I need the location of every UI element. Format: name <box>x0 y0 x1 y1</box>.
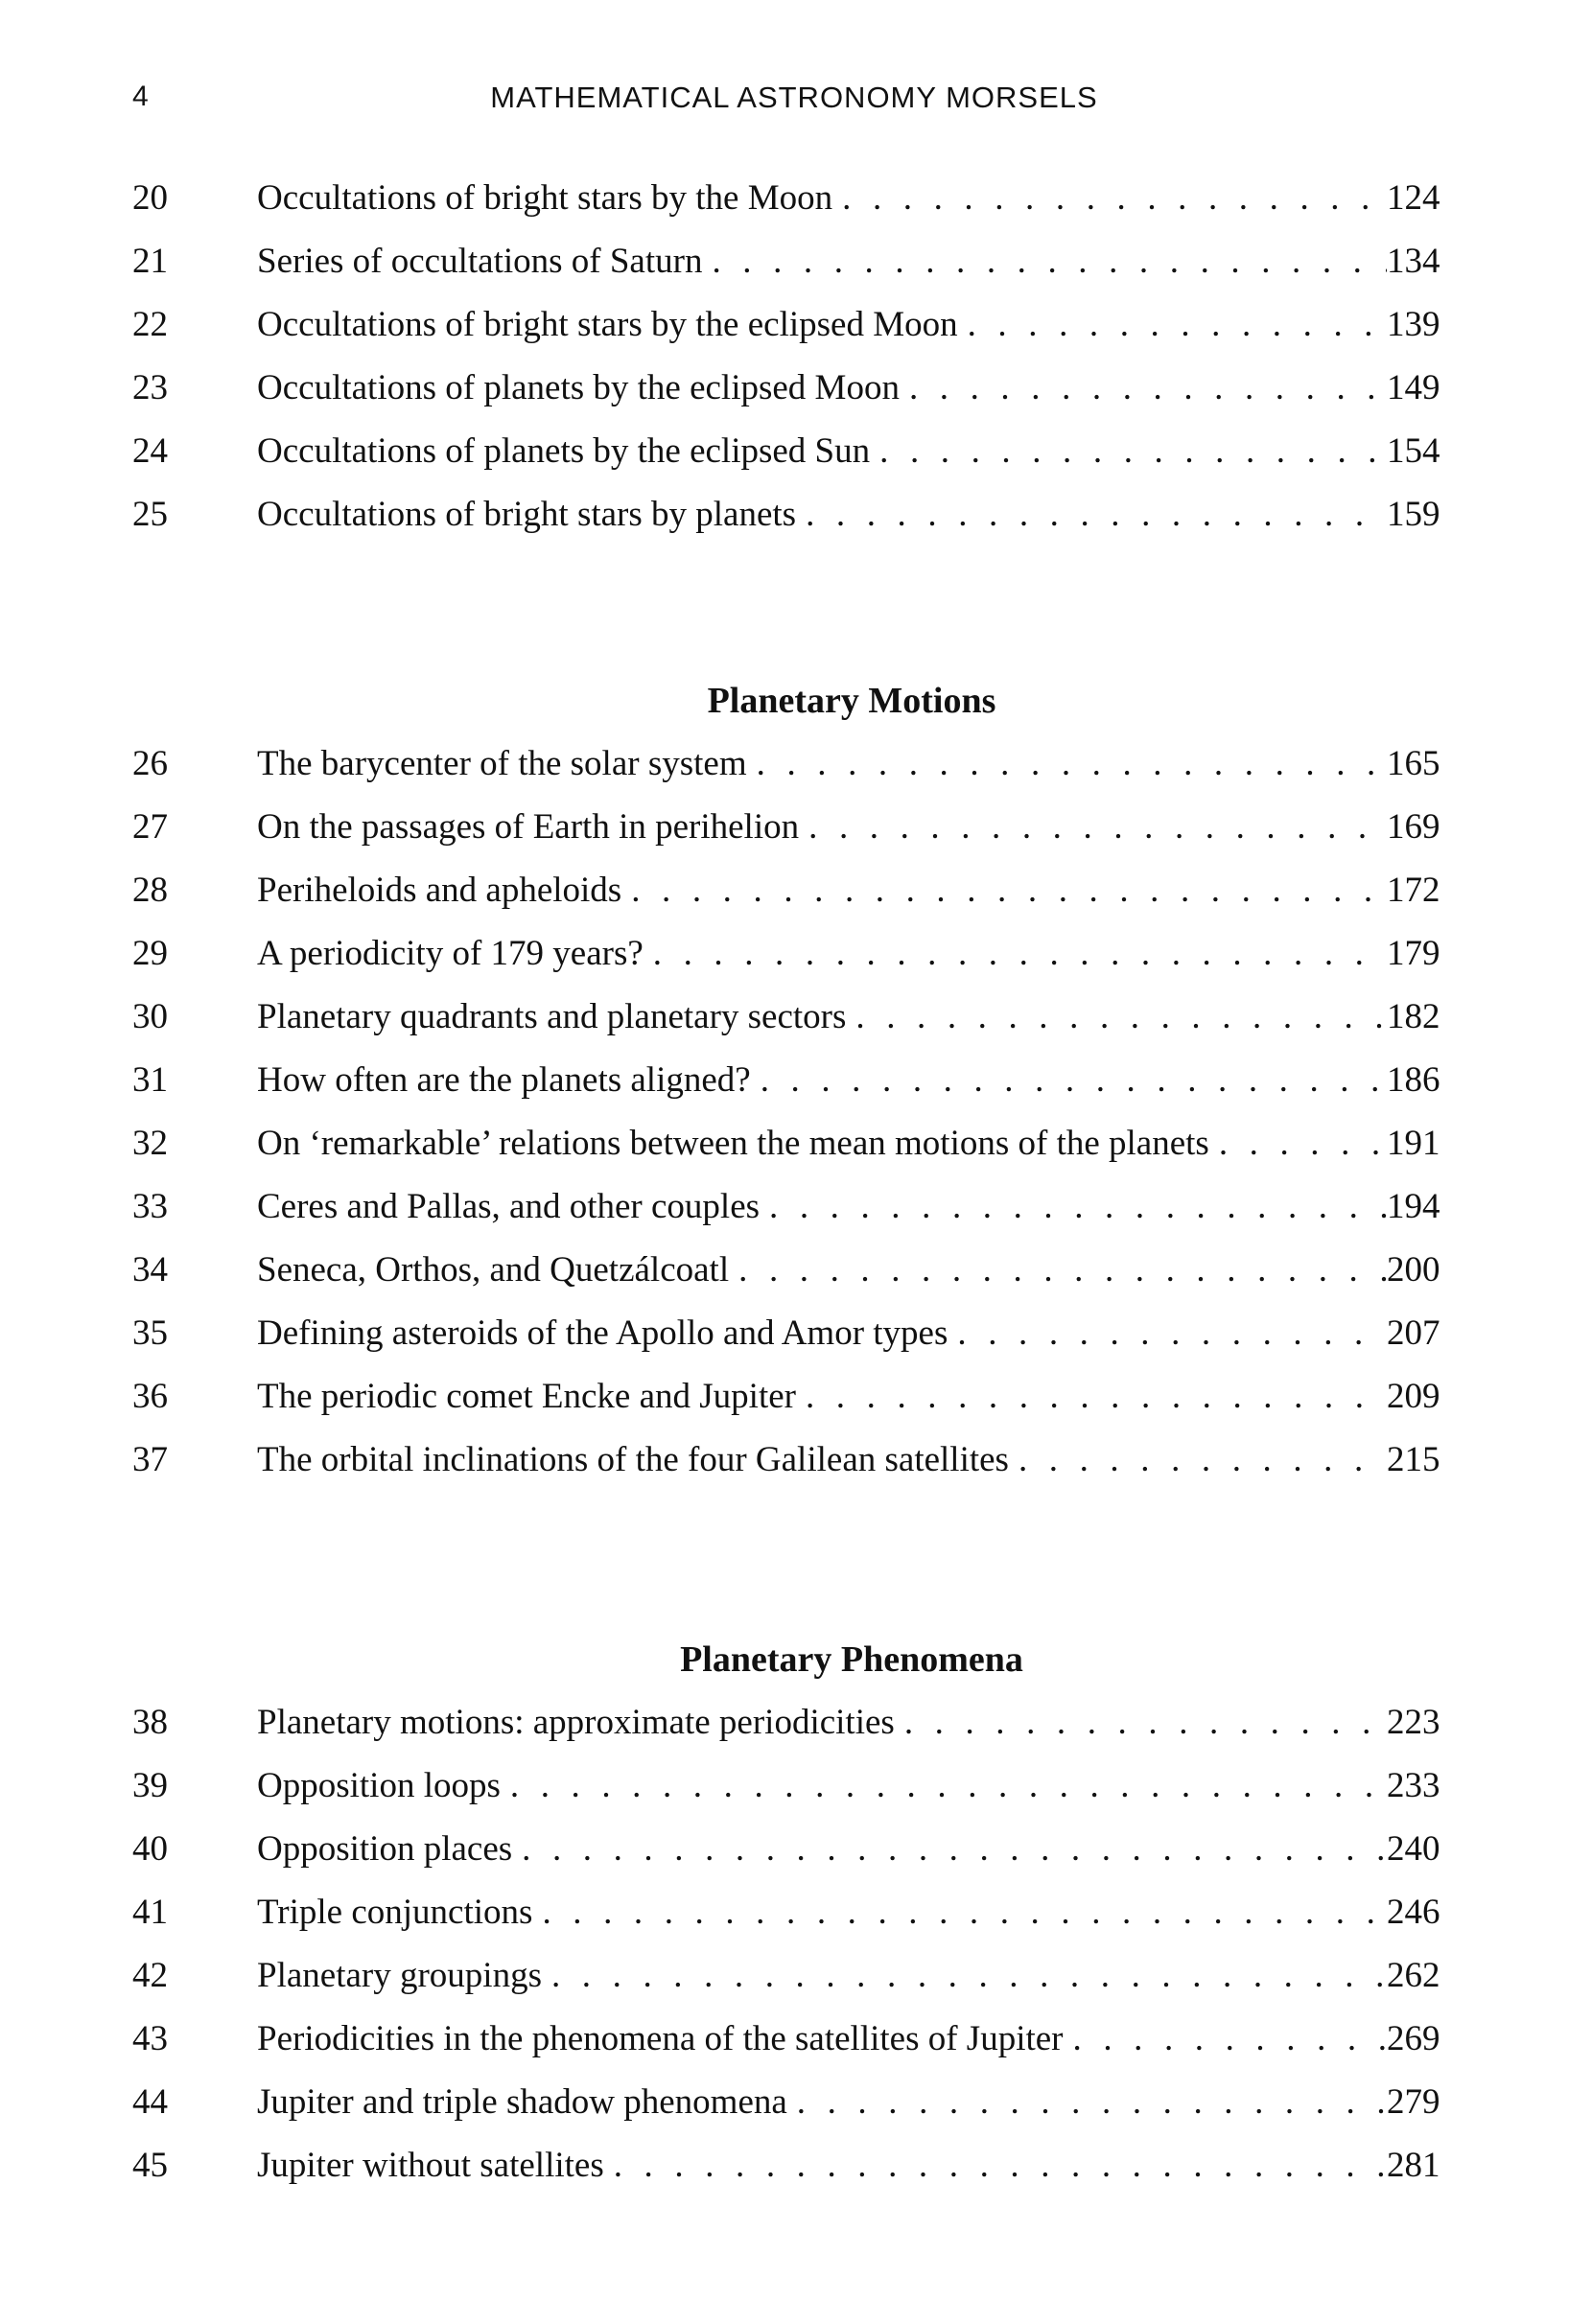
page-reference: 191 <box>1387 1124 1440 1163</box>
dot-leader <box>604 2134 1387 2197</box>
dot-leader <box>621 859 1387 922</box>
chapter-title: Periheloids and apheloids <box>257 871 622 910</box>
chapter-number: 38 <box>132 1703 168 1742</box>
chapter-title: On the passages of Earth in perihelion <box>257 807 800 847</box>
toc-entry <box>132 1112 1456 1175</box>
toc-entry <box>132 1881 1456 1944</box>
page-reference: 134 <box>1387 242 1440 281</box>
page-reference: 281 <box>1387 2146 1440 2185</box>
page-reference: 165 <box>1387 744 1440 783</box>
dot-leader <box>796 1365 1387 1429</box>
chapter-title: Planetary groupings <box>257 1956 542 1995</box>
toc-entry <box>132 230 1456 293</box>
chapter-title: The orbital inclinations of the four Galilean satellites <box>257 1440 1009 1479</box>
chapter-title: Seneca, Orthos, and Quetzálcoatl <box>257 1250 730 1290</box>
chapter-title: How often are the planets aligned? <box>257 1060 751 1100</box>
dot-leader <box>702 230 1387 293</box>
toc-entry <box>132 2008 1456 2071</box>
toc-section-planetary-motions <box>132 669 1456 1492</box>
chapter-number: 22 <box>132 305 168 344</box>
chapter-title: Occultations of bright stars by planets <box>257 495 797 534</box>
toc-entry <box>132 2071 1456 2134</box>
dot-leader <box>1009 1429 1387 1492</box>
chapter-title: Ceres and Pallas, and other couples <box>257 1187 761 1226</box>
chapter-title: Occultations of planets by the eclipsed Moon <box>257 368 900 407</box>
chapter-title: Planetary motions: approximate periodicities <box>257 1703 895 1742</box>
dot-leader <box>532 1881 1387 1944</box>
toc-entry <box>132 859 1456 922</box>
dot-leader <box>796 483 1387 546</box>
page-reference: 200 <box>1387 1250 1440 1290</box>
chapter-title: Occultations of bright stars by the Moon <box>257 178 833 218</box>
chapter-number: 30 <box>132 997 168 1036</box>
dot-leader <box>832 167 1387 230</box>
chapter-number: 23 <box>132 368 168 407</box>
chapter-title: A periodicity of 179 years? <box>257 934 644 973</box>
chapter-number: 26 <box>132 744 168 783</box>
page-reference: 139 <box>1387 305 1440 344</box>
chapter-number: 27 <box>132 807 168 847</box>
dot-leader <box>644 922 1387 986</box>
dot-leader <box>799 796 1387 859</box>
section-title: Planetary Motions <box>707 681 996 721</box>
chapter-title: On ‘remarkable’ relations between the mean motions of the planets <box>257 1124 1209 1163</box>
chapter-number: 36 <box>132 1377 168 1416</box>
toc-entry <box>132 1302 1456 1365</box>
dot-leader <box>751 1049 1387 1112</box>
toc-section-planetary-phenomena <box>132 1628 1456 2197</box>
page-number: 4 <box>132 81 149 112</box>
toc-entry <box>132 1755 1456 1818</box>
toc-entry <box>132 732 1456 796</box>
chapter-title: Opposition places <box>257 1829 513 1869</box>
chapter-number: 34 <box>132 1250 168 1290</box>
toc-entry <box>132 1239 1456 1302</box>
toc-entry <box>132 796 1456 859</box>
page-reference: 215 <box>1387 1440 1440 1479</box>
dot-leader <box>501 1755 1387 1818</box>
toc-entry <box>132 167 1456 230</box>
dot-leader <box>900 357 1387 420</box>
toc-entry <box>132 2134 1456 2197</box>
toc-entry <box>132 420 1456 483</box>
toc-entry <box>132 1365 1456 1429</box>
chapter-title: Periodicities in the phenomena of the satellites of Jupiter <box>257 2019 1064 2058</box>
dot-leader <box>1064 2008 1387 2071</box>
chapter-title: The barycenter of the solar system <box>257 744 747 783</box>
chapter-number: 45 <box>132 2146 168 2185</box>
chapter-number: 31 <box>132 1060 168 1100</box>
page-reference: 207 <box>1387 1313 1440 1353</box>
page-reference: 149 <box>1387 368 1440 407</box>
chapter-number: 40 <box>132 1829 168 1869</box>
dot-leader <box>512 1818 1387 1881</box>
page-reference: 186 <box>1387 1060 1440 1100</box>
chapter-number: 32 <box>132 1124 168 1163</box>
toc-entry <box>132 1175 1456 1239</box>
dot-leader <box>870 420 1387 483</box>
section-title: Planetary Phenomena <box>680 1639 1023 1680</box>
toc-entry <box>132 293 1456 357</box>
chapter-number: 37 <box>132 1440 168 1479</box>
chapter-title: The periodic comet Encke and Jupiter <box>257 1377 796 1416</box>
toc-entry <box>132 1944 1456 2008</box>
chapter-number: 20 <box>132 178 168 218</box>
page-reference: 262 <box>1387 1956 1440 1995</box>
chapter-title: Opposition loops <box>257 1766 501 1805</box>
page-reference: 233 <box>1387 1766 1440 1805</box>
dot-leader <box>948 1302 1387 1365</box>
page-reference: 194 <box>1387 1187 1440 1226</box>
dot-leader <box>958 293 1387 357</box>
chapter-number: 28 <box>132 871 168 910</box>
toc-section-occultations <box>132 167 1456 546</box>
chapter-number: 39 <box>132 1766 168 1805</box>
dot-leader <box>787 2071 1387 2134</box>
page-reference: 223 <box>1387 1703 1440 1742</box>
toc-entry <box>132 922 1456 986</box>
chapter-title: Jupiter and triple shadow phenomena <box>257 2082 787 2122</box>
toc-entry <box>132 1429 1456 1492</box>
chapter-number: 42 <box>132 1956 168 1995</box>
page-reference: 279 <box>1387 2082 1440 2122</box>
chapter-number: 24 <box>132 431 168 471</box>
toc-entry <box>132 483 1456 546</box>
page-reference: 269 <box>1387 2019 1440 2058</box>
toc-entry <box>132 986 1456 1049</box>
dot-leader <box>542 1944 1387 2008</box>
chapter-number: 21 <box>132 242 168 281</box>
chapter-title: Series of occultations of Saturn <box>257 242 703 281</box>
dot-leader <box>747 732 1387 796</box>
dot-leader <box>895 1691 1387 1755</box>
chapter-number: 33 <box>132 1187 168 1226</box>
chapter-number: 44 <box>132 2082 168 2122</box>
page-reference: 159 <box>1387 495 1440 534</box>
toc-entry <box>132 1818 1456 1881</box>
dot-leader <box>846 986 1387 1049</box>
page-header <box>132 81 1456 119</box>
page-reference: 124 <box>1387 178 1440 218</box>
chapter-number: 29 <box>132 934 168 973</box>
chapter-number: 43 <box>132 2019 168 2058</box>
dot-leader <box>760 1175 1387 1239</box>
chapter-title: Occultations of planets by the eclipsed Sun <box>257 431 871 471</box>
dot-leader <box>729 1239 1387 1302</box>
page-reference: 240 <box>1387 1829 1440 1869</box>
chapter-title: Occultations of bright stars by the eclipsed Moon <box>257 305 958 344</box>
chapter-title: Triple conjunctions <box>257 1893 533 1932</box>
chapter-number: 25 <box>132 495 168 534</box>
toc-entry <box>132 1691 1456 1755</box>
dot-leader <box>1209 1112 1387 1175</box>
running-title: MATHEMATICAL ASTRONOMY MORSELS <box>490 81 1098 114</box>
chapter-title: Defining asteroids of the Apollo and Amor types <box>257 1313 948 1353</box>
page-reference: 179 <box>1387 934 1440 973</box>
chapter-title: Jupiter without satellites <box>257 2146 604 2185</box>
page-reference: 209 <box>1387 1377 1440 1416</box>
page-reference: 169 <box>1387 807 1440 847</box>
page-reference: 154 <box>1387 431 1440 471</box>
chapter-title: Planetary quadrants and planetary sectors <box>257 997 847 1036</box>
page-reference: 182 <box>1387 997 1440 1036</box>
toc-entry <box>132 1049 1456 1112</box>
page-reference: 246 <box>1387 1893 1440 1932</box>
toc-entry <box>132 357 1456 420</box>
page-reference: 172 <box>1387 871 1440 910</box>
chapter-number: 41 <box>132 1893 168 1932</box>
chapter-number: 35 <box>132 1313 168 1353</box>
